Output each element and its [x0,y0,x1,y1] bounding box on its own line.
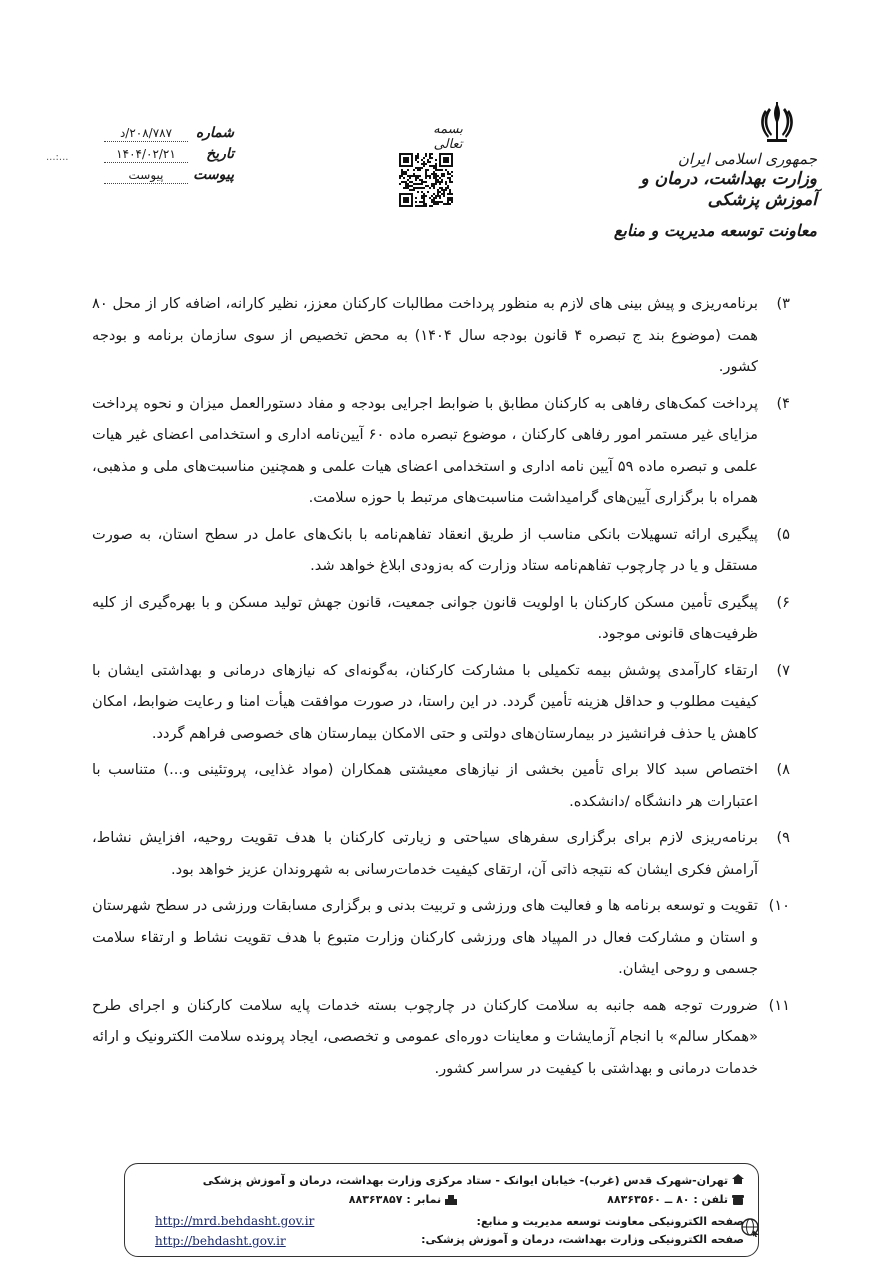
item-number: ۶) [776,593,790,611]
letter-number-value: ۲۰۸/۷۸۷/د [104,126,188,142]
list-item [92,288,790,383]
deputy-website-link[interactable]: http://mrd.behdasht.gov.ir [155,1214,315,1228]
item-number: ۳) [776,295,790,312]
list-item [92,822,790,885]
letter-date-label: تاریخ [206,146,234,162]
footer-phone-row [144,1193,744,1206]
item-text: ضرورت توجه همه جانبه به سلامت کارکنان در چارچوب بسته خدمات پایه سلامت کارکنان و اجرای طرح «همکار سالم» با انجام آزمایشات و معاینات دوره‌ای عمومی و تخصصی، ایجاد پرونده سلامت الکترونیک و ارائه خدمات درمانی و بهداشتی با کیفیت در سراسر کشور. [92,996,758,1077]
item-text: برنامه‌ریزی لازم برای برگزاری سفرهای سیاحتی و زیارتی کارکنان با هدف تقویت روحیه، افزایش نشاط، آرامش فکری ایشان که نتیجه ذاتی آن، ارتقای کیفیت خدمات‌رسانی به شهروندان عزیز خواهد بود. [92,829,758,878]
item-number: ۵) [776,525,790,543]
list-item [92,587,790,650]
item-number: ۸) [776,761,790,778]
item-text: اختصاص سبد کالا برای تأمین بخشی از نیازهای معیشتی همکاران (مواد غذایی، پروتئینی و...) متناسب با اعتبارات هر دانشگاه /دانشکده. [92,761,758,810]
ministry-header [607,100,817,241]
footer-phone-text: تلفن : ۸۰ ــ ۸۸۳۶۳۵۶۰ [607,1193,728,1206]
ministry-deputy: معاونت توسعه مدیریت و منابع [613,221,817,241]
letter-date-value: ۱۴۰۴/۰۲/۲۱ [104,147,188,163]
list-item [92,655,790,750]
item-text: تقویت و توسعه برنامه ها و فعالیت های ورزشی و تربیت بدنی و برگزاری مسابقات ورزشی در سطح شهرستان و استان و مشارکت فعال در المپیاد های ورزشی کارکنان وزارت متبوع با هدف تقویت نشاط و ارتقاء سلامت جسمی و روحی ایشان. [92,897,758,977]
list-item [92,519,790,582]
fax-icon [445,1195,457,1205]
item-text: پرداخت کمک‌های رفاهی به کارکنان مطابق با ضوابط اجرایی بودجه و مفاد دستورالعمل میزان و نحوه پرداخت مزایای غیر مستمر امور رفاهی کارکنان ، موضوع تبصره ماده ۶۰ آیین‌نامه اداری و استخدامی اعضای غیر هیات علمی و تبصره ماده ۵۹ آیین نامه اداری و استخدامی اعضای هیات علمی و همچنین مناسبت‌های ملی و مذهبی، همراه با برگزاری آیین‌های گرامیداشت مناسبت‌های مرتبط با حوزه سلامت. [92,394,758,506]
footer-address-text: تهران-شهرک قدس (غرب)- خیابان ایوانک - ستاد مرکزی وزارت بهداشت، درمان و آموزش پزشکی [202,1174,729,1187]
letter-number-label: شماره [195,125,234,141]
footer-web-label-deputy: صفحه الکترونیکی معاونت توسعه مدیریت و منابع: [476,1215,744,1228]
footer-web-label-ministry: صفحه الکترونیکی وزارت بهداشت، درمان و آموزش پزشکی: [421,1233,744,1246]
letter-number-row [104,125,234,146]
side-mark: ...:... [46,152,69,163]
qr-code-icon [399,153,453,207]
home-icon [732,1174,744,1184]
item-number: ۷) [776,661,790,679]
letter-meta [104,125,234,188]
list-item [92,388,790,514]
letter-attachment-label: پیوست [193,167,234,183]
ministry-country: جمهوری اسلامی ایران [677,150,817,168]
list-item [92,890,790,985]
letter-date-row [104,146,234,167]
list-item [92,990,790,1085]
ministry-website-link[interactable]: http://behdasht.gov.ir [155,1234,286,1248]
item-number: ۴) [776,394,790,412]
item-number: ۹) [776,829,790,846]
item-number: ۱۱) [768,996,790,1014]
footer-contact-box [124,1163,759,1257]
phone-icon [732,1195,744,1205]
item-text: پیگیری ارائه تسهیلات بانکی مناسب از طریق انعقاد تفاهم‌نامه با بانک‌های عامل در سطح استان، به صورت مستقل و یا در چارچوب تفاهم‌نامه ستاد وزارت که به‌زودی ابلاغ خواهد شد. [92,525,758,574]
letter-body [92,288,790,1089]
basmala: بسمه تعالی [433,122,463,152]
ministry-name: وزارت بهداشت، درمان و آموزش پزشکی [640,168,817,210]
footer-fax [349,1193,457,1206]
item-text: پیگیری تأمین مسکن کارکنان با اولویت قانون جوانی جمعیت، قانون جهش تولید مسکن و با بهره‌گیری از کلیه ظرفیت‌های قانونی موجود. [92,593,758,642]
item-text: برنامه‌ریزی و پیش بینی های لازم به منظور پرداخت مطالبات کارکنان معزز، نظیر کارانه، اضافه کار از محل ۸۰ همت (موضوع بند ج تبصره ۴ قانون بودجه سال ۱۴۰۴) به محض تخصیص از سوی سازمان برنامه و بودجه کشور. [92,295,758,375]
letter-attachment-row [104,167,234,188]
iran-emblem-icon [759,100,795,144]
item-text: ارتقاء کارآمدی پوشش بیمه تکمیلی با مشارکت کارکنان، به‌گونه‌ای که نیازهای درمانی و بهداشتی ایشان با کیفیت مطلوب و حداقل هزینه تأمین گردد. در این راستا، در صورت موافقت هیأت امنا و رعایت ضوابط، امکان کاهش یا حذف فرانشیز در بیمارستان‌های دولتی و حتی الامکان بیمارستان های خصوصی فراهم گردد. [92,661,758,742]
footer-phone [607,1193,744,1206]
footer-address [144,1174,744,1187]
item-number: ۱۰) [768,897,790,914]
letter-attachment-value: پیوست [104,168,188,184]
footer-fax-text: نمابر : ۸۸۳۶۳۸۵۷ [348,1193,442,1206]
list-item [92,754,790,817]
